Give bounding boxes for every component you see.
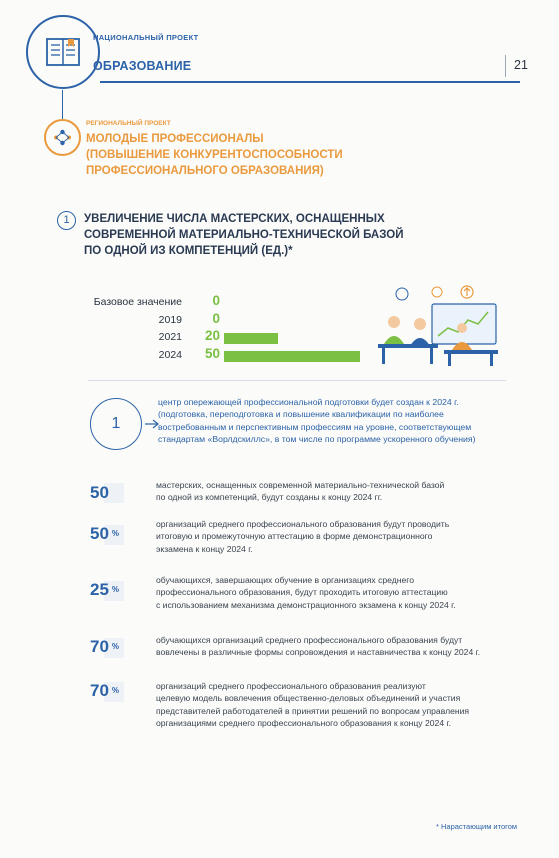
book-icon	[43, 35, 83, 69]
bar-value-label: 0	[212, 310, 220, 326]
stat-value: 50 %	[90, 524, 120, 543]
section-divider	[88, 380, 506, 381]
indicator-title-line: ПО ОДНОЙ ИЗ КОМПЕТЕНЦИЙ (ЕД.)*	[84, 245, 293, 257]
regional-label: РЕГИОНАЛЬНЫЙ ПРОЕКТ	[86, 120, 171, 127]
stat-line: вовлечены в различные формы сопровождения и наставничества к концу 2024 г.	[156, 647, 481, 658]
stat-line: целевую модель вовлечения общественно-деловых объединений и участия	[156, 693, 461, 704]
regional-title-line: МОЛОДЫЕ ПРОФЕССИОНАЛЫ	[86, 133, 264, 145]
header-label: НАЦИОНАЛЬНЫЙ ПРОЕКТ	[93, 33, 199, 42]
indicator-title-line: СОВРЕМЕННОЙ МАТЕРИАЛЬНО-ТЕХНИЧЕСКОЙ БАЗОЙ	[84, 229, 404, 241]
bar-category-label: 2024	[158, 348, 182, 361]
highlight-line: центр опережающей профессиональной подготовки будет создан к 2024 г.	[158, 397, 459, 407]
regional-title-line: (ПОВЫШЕНИЕ КОНКУРЕНТОСПОСОБНОСТИ	[86, 149, 343, 161]
stat-line: обучающихся, завершающих обучение в организациях среднего	[156, 575, 415, 585]
stat-line: организаций среднего профессионального образования будут проводить	[156, 519, 450, 529]
stat-description	[156, 479, 516, 504]
bar-value-label: 0	[212, 293, 220, 308]
stat-description	[156, 634, 516, 659]
highlight-text	[158, 396, 524, 446]
bar-value-label: 20	[204, 328, 220, 343]
bar-category-label: 2021	[158, 331, 182, 343]
stat-value: 70 %	[90, 681, 120, 700]
stat-description	[156, 680, 516, 729]
stat-line: организаций среднего профессионального образования реализуют	[156, 681, 426, 691]
stat-line: по одной из компетенций, будут созданы к концу 2024 гг.	[156, 492, 383, 503]
bar-category-label: Базовое значение	[93, 296, 182, 308]
bar-category-label: 2019	[158, 313, 182, 326]
stat-line: профессионального образования, будут проходить итоговую аттестацию	[156, 587, 448, 598]
regional-title-line: ПРОФЕССИОНАЛЬНОГО ОБРАЗОВАНИЯ)	[86, 165, 324, 177]
stat-line: обучающихся организаций среднего профессионального образования будут	[156, 635, 463, 645]
stat-value: 25 %	[90, 580, 120, 599]
stat-value: 50	[90, 483, 109, 502]
stat-line: представителей работодателей в принятии решений по вопросам управления	[156, 705, 470, 716]
arrow-right-icon	[145, 419, 159, 429]
header-rule	[100, 81, 520, 83]
connector-line	[62, 90, 63, 119]
stat-line: экзамена к концу 2024 г.	[156, 543, 253, 554]
highlight-line: стандартам «Ворлдскиллс», в том числе по программе ускоренного обучения)	[158, 434, 476, 445]
bar	[224, 351, 360, 362]
highlight-value: 1	[90, 398, 142, 450]
page-title: ОБРАЗОВАНИЕ	[93, 59, 192, 73]
indicator-title	[84, 211, 414, 259]
stat-description	[156, 574, 516, 611]
stat-line: мастерских, оснащенных современной материально-технической базой	[156, 480, 445, 490]
stat-value: 70 %	[90, 637, 120, 656]
stat-description	[156, 518, 516, 555]
regional-title	[86, 131, 426, 179]
indicator-title-line: УВЕЛИЧЕНИЕ ЧИСЛА МАСТЕРСКИХ, ОСНАЩЕННЫХ	[84, 213, 385, 225]
bar-value-label: 50	[204, 345, 220, 361]
highlight-line: востребованным и перспективным профессиям на уровне, соответствующем	[158, 421, 472, 432]
people-network-icon	[51, 126, 74, 149]
indicator-number: 1	[57, 211, 76, 230]
stat-line: итоговую и промежуточную аттестацию в форме демонстрационного	[156, 531, 433, 542]
highlight-line: (подготовка, переподготовка и повышение квалификации по наиболее	[158, 409, 444, 420]
stat-line: с использованием механизма демонстрационного экзамена к концу 2024 г.	[156, 599, 456, 610]
bar	[224, 333, 278, 344]
footnote: * Нарастающим итогом	[436, 822, 518, 831]
page-number: 21	[514, 58, 528, 72]
page-number-divider	[505, 55, 506, 77]
workshop-illustration	[372, 284, 504, 370]
stat-line: организациями среднего профессионального образования к концу 2024 г.	[156, 717, 451, 728]
